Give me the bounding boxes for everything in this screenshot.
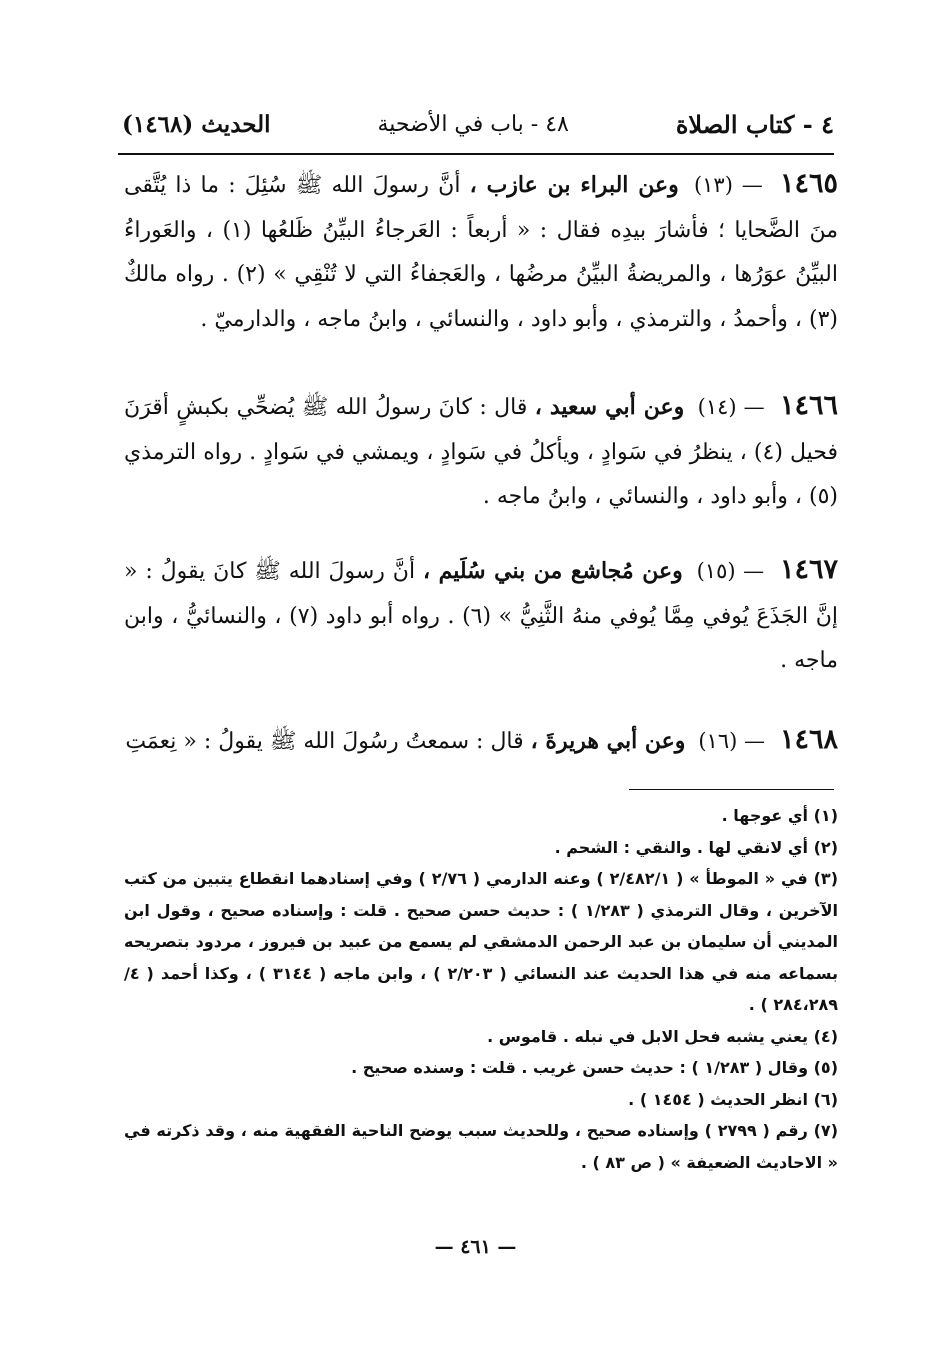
- hadith-index: — (١٣): [693, 173, 763, 197]
- hadith-narrator: وعن أبي هريرةَ ،: [530, 728, 686, 754]
- hadith-text: قال : سمعتُ رسُولَ الله ﷺ يقولُ : « نِعمَتِ: [125, 729, 524, 754]
- hadith-number: ١٤٦٨: [779, 724, 838, 755]
- footnote-2: (٢) أي لانقي لها . والنقي : الشحم .: [554, 837, 838, 857]
- hadith-index: — (١٤): [697, 395, 765, 419]
- footnote-separator: [629, 789, 834, 790]
- header-rule: [118, 153, 834, 155]
- hadith-text: أنَّ رسولَ الله ﷺ سُئِلَ : ما ذا يُتَّقى منَ الضَّحايا ؛ فأشارَ بيدِه فقال : « أربعاً : العَرجاءُ البيِّنُ ظَلعُها (١) ، والعَوراءُ البيِّنُ عوَرُها ، والمريضةُ البيِّنُ مرضُها ، والعَجفاءُ التي لا تُنْقِي » (٢) . رواه مالكٌ (٣) ، وأحمدُ ، والترمذي ، وأبو داود ، والنسائي ، وابنُ ماجه ، والدارميّ .: [124, 173, 838, 332]
- hadith-1467: [124, 548, 838, 684]
- footnote-3: (٣) في « الموطأ » ( ٢/٤٨٢/١ ) وعنه الدارمي ( ٢/٧٦ ) وفي إسنادهما انقطاع يتبين من كتب الآخرين ، وقال الترمذي ( ١/٢٨٣ ) : حديث حسن صحيح . قلت : وإسناده صحيح ، وقول ابن المديني أن سليمان بن عبد الرحمن الدمشقي لم يسمع من عبيد بن فيروز ، مردود بتصريحه بسماعه منه في هذا الحديث عند النسائي ( ٢/٢٠٣ ) ، وابن ماجه ( ٣١٤٤ ) ، وكذا أحمد ( ٤/ ٢٨٤،٢٨٩ ) .: [124, 869, 839, 1014]
- page-number: — ٤٦١ —: [434, 1236, 517, 1258]
- footnotes: [124, 800, 838, 1178]
- running-header: [122, 104, 834, 144]
- chapter-title: ٤ - كتاب الصلاة: [675, 109, 834, 139]
- hadith-index: — (١٦): [698, 729, 765, 753]
- hadith-1466: [124, 384, 838, 520]
- hadith-narrator: وعن مُجاشع من بني سُلَيم ،: [422, 558, 683, 584]
- hadith-narrator: وعن أبي سعيد ،: [534, 394, 685, 420]
- hadith-number: ١٤٦٥: [780, 168, 839, 199]
- hadith-1465: [124, 162, 838, 342]
- footnote-7: (٧) رقم ( ٢٧٩٩ ) وإسناده صحيح ، وللحديث سبب يوضح الناحية الفقهية منه ، وقد ذكرته في « الاحاديث الضعيفة » ( ص ٨٣ ) .: [124, 1121, 838, 1172]
- hadith-number: ١٤٦٦: [780, 390, 839, 421]
- hadith-1468: [124, 718, 838, 765]
- hadith-number: ١٤٦٧: [779, 554, 838, 585]
- hadith-index: — (١٥): [696, 559, 765, 583]
- footnote-1: (١) أي عوجها .: [721, 806, 838, 825]
- section-title: ٤٨ - باب في الأضحية: [377, 111, 569, 137]
- footnote-4: (٤) يعني يشبه فحل الابل في نبله . قاموس .: [487, 1026, 838, 1046]
- hadith-narrator: وعن البراء بن عازب ،: [469, 172, 679, 198]
- hadith-range: الحديث (١٤٦٨): [122, 110, 271, 138]
- hadith-text: قال : كانَ رسولُ الله ﷺ يُضحِّي بكبشٍ أقرَنَ فحيل (٤) ، ينظرُ في سَوادٍ ، ويأكلُ في سَوادٍ ، ويمشي في سَوادٍ . رواه الترمذي (٥) ، وأبو داود ، والنسائي ، وابنُ ماجه .: [124, 395, 839, 509]
- footnote-5: (٥) وقال ( ١/٢٨٣ ) : حديث حسن غريب . قلت : وسنده صحيح .: [351, 1058, 838, 1077]
- hadith-text: أنَّ رسولَ الله ﷺ كانَ يقولُ : « إنَّ الجَذَعَ يُوفي مِمَّا يُوفي منهُ الثَّنِيُّ » (٦) . رواه أبو داود (٧) ، والنسائيُّ ، وابن ماجه .: [124, 559, 838, 673]
- footnote-6: (٦) انظر الحديث ( ١٤٥٤ ) .: [628, 1089, 838, 1109]
